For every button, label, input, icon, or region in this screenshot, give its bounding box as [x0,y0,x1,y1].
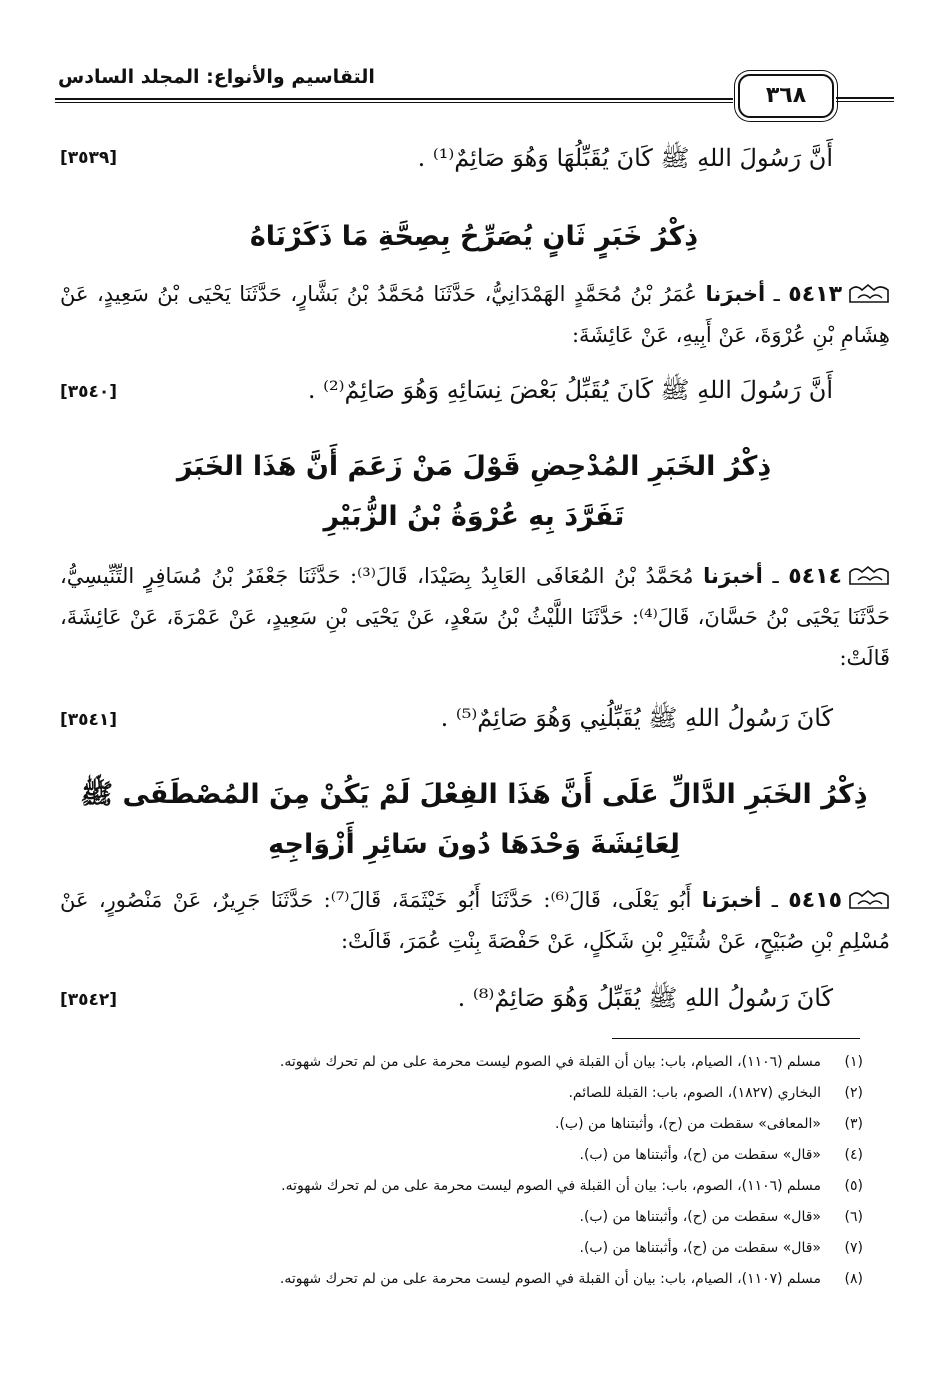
akhbarana-word: أخبرَنا [701,888,762,912]
isnad-paragraph: ٥٤١٤ ـ أخبرَنا مُحَمَّدُ بْنُ المُعَافَى العَابِدُ بِصَيْدَا، قَالَ⁽³⁾: حَدَّثَنَا جَعْفَرُ بْنُ مُسَافِرٍ التِّنِّيسِيُّ، حَدَّثَنَا يَحْيَى بْنُ حَسَّانَ، قَالَ⁽⁴⁾: حَدَّثَنَا اللَّيْثُ بْنُ سَعْدٍ، عَنْ يَحْيَى بْنِ سَعِيدٍ، عَنْ عَمْرَةَ، عَنْ عَائِشَةَ، قَالَتْ: [60,564,890,670]
footnote-number: (٢) [844,1085,863,1101]
footnote [63,1145,863,1165]
isnad-text: أَبُو يَعْلَى، قَالَ⁽⁶⁾: حَدَّثَنَا أَبُو خَيْثَمَةَ، قَالَ⁽⁷⁾: حَدَّثَنَا جَرِيرٌ، عَنْ مَنْصُورٍ، عَنْ مُسْلِمِ بْنِ صُبَيْحٍ، عَنْ شُتَيْرِ بْنِ شَكَلٍ، عَنْ حَفْصَةَ بِنْتِ عُمَرَ، قَالَتْ: [60,888,890,953]
chapter-heading [70,212,878,262]
heading-line: لِعَائِشَةَ وَحْدَهَا دُونَ سَائِرِ أَزْوَاجِهِ [268,829,680,860]
footnote-text: مسلم (١١٠٦)، الصيام، باب: بيان أن القبلة في الصوم ليست محرمة على من لم تحرك شهوته. [279,1054,821,1070]
footnote-number: (٤) [844,1147,863,1163]
footnote-text: مسلم (١١٠٦)، الصوم، باب: بيان أن القبلة في الصوم ليست محرمة على من لم تحرك شهوته. [281,1178,821,1194]
footnote [63,1083,863,1103]
isnad-text: عُمَرُ بْنُ مُحَمَّدٍ الهَمْدَانِيُّ، حَدَّثَنَا مُحَمَّدُ بْنُ بَشَّارٍ، حَدَّثَنَا يَحْيَى بْنُ سَعِيدٍ، عَنْ هِشَامِ بْنِ عُرْوَةَ، عَنْ أَبِيهِ، عَنْ عَائِشَةَ: [60,282,890,347]
matn-text: أَنَّ رَسُولَ اللهِ ﷺ كَانَ يُقَبِّلُ بَعْضَ نِسَائِهِ وَهُوَ صَائِمٌ⁽²⁾ . [307,376,833,404]
header-rule [55,98,733,103]
hadith-number: ٥٤١٥ [788,888,843,913]
heading-line: ذِكْرُ خَبَرٍ ثَانٍ يُصَرِّحُ بِصِحَّةِ مَا ذَكَرْنَاهُ [249,221,699,252]
hadith-ornament-icon [848,888,890,910]
hadith-number: ٥٤١٤ [788,564,842,589]
footnote [63,1238,863,1258]
footnote [63,1052,863,1072]
isnad-paragraph: ٥٤١٥ ـ أخبرَنا أَبُو يَعْلَى، قَالَ⁽⁶⁾: حَدَّثَنَا أَبُو خَيْثَمَةَ، قَالَ⁽⁷⁾: حَدَّثَنَا جَرِيرٌ، عَنْ مَنْصُورٍ، عَنْ مُسْلِمِ بْنِ صُبَيْحٍ، عَنْ شُتَيْرِ بْنِ شَكَلٍ، عَنْ حَفْصَةَ بِنْتِ عُمَرَ، قَالَتْ: [60,888,890,953]
page-number: ٣٦٨ [765,83,807,108]
footnote [63,1207,863,1227]
chapter-heading [70,442,878,542]
akhbarana-word: أخبرَنا [703,564,763,588]
footnote-text: «قال» سقطت من (ح)، وأثبتناها من (ب). [579,1240,821,1256]
running-header-title: التقاسيم والأنواع: المجلد السادس [58,66,375,88]
footnote-rule [612,1038,860,1039]
hadith-reference: [٣٥٣٩] [60,148,118,168]
footnote-text: «قال» سقطت من (ح)، وأثبتناها من (ب). [579,1209,821,1225]
header-rule-right [836,97,894,102]
heading-line: ذِكْرُ الخَبَرِ المُدْحِضِ قَوْلَ مَنْ زَعَمَ أَنَّ هَذَا الخَبَرَ [176,451,772,482]
footnote-number: (٦) [844,1209,863,1225]
footnote-text: «المعافى» سقطت من (ح)، وأثبتناها من (ب). [555,1116,821,1132]
footnote-text: مسلم (١١٠٧)، الصيام، باب: بيان أن القبلة في الصوم ليست محرمة على من لم تحرك شهوته. [279,1271,821,1287]
isnad-text: مُحَمَّدُ بْنُ المُعَافَى العَابِدُ بِصَيْدَا، قَالَ⁽³⁾: حَدَّثَنَا جَعْفَرُ بْنُ مُسَافِرٍ التِّنِّيسِيُّ، حَدَّثَنَا يَحْيَى بْنُ حَسَّانَ، قَالَ⁽⁴⁾: حَدَّثَنَا اللَّيْثُ بْنُ سَعْدٍ، عَنْ يَحْيَى بْنِ سَعِيدٍ، عَنْ عَمْرَةَ، عَنْ عَائِشَةَ، قَالَتْ: [60,564,890,670]
matn-text: أَنَّ رَسُولَ اللهِ ﷺ كَانَ يُقَبِّلُهَا وَهُوَ صَائِمٌ⁽¹⁾ . [417,144,833,172]
hadith-reference: [٣٥٤١] [60,710,118,730]
footnote [63,1114,863,1134]
footnote-number: (٣) [844,1116,863,1132]
chapter-heading [70,770,878,870]
hadith-number: ٥٤١٣ [788,282,842,307]
footnote-text: «قال» سقطت من (ح)، وأثبتناها من (ب). [579,1147,821,1163]
footnote-text: البخاري (١٨٢٧)، الصوم، باب: القبلة للصائم. [568,1085,821,1101]
hadith-ornament-icon [848,282,890,304]
footnote-number: (٨) [844,1271,863,1287]
isnad-paragraph: ٥٤١٣ ـ أخبرَنا عُمَرُ بْنُ مُحَمَّدٍ الهَمْدَانِيُّ، حَدَّثَنَا مُحَمَّدُ بْنُ بَشَّارٍ، حَدَّثَنَا يَحْيَى بْنُ سَعِيدٍ، عَنْ هِشَامِ بْنِ عُرْوَةَ، عَنْ أَبِيهِ، عَنْ عَائِشَةَ: [60,282,890,347]
heading-line: ذِكْرُ الخَبَرِ الدَّالِّ عَلَى أَنَّ هَذَا الفِعْلَ لَمْ يَكُنْ مِنَ المُصْطَفَى ﷺ [80,779,868,810]
page-number-frame [738,74,834,118]
matn-text: كَانَ رَسُولُ اللهِ ﷺ يُقَبِّلُنِي وَهُوَ صَائِمٌ⁽⁵⁾ . [440,704,833,732]
footnote-number: (٥) [844,1178,863,1194]
footnote [63,1176,863,1196]
hadith-ornament-icon [848,564,890,586]
hadith-reference: [٣٥٤٢] [60,990,118,1010]
footnote-number: (٧) [844,1240,863,1256]
hadith-reference: [٣٥٤٠] [60,382,118,402]
footnote [63,1269,863,1289]
footnote-number: (١) [844,1054,863,1070]
heading-line: تَفَرَّدَ بِهِ عُرْوَةُ بْنُ الزُّبَيْرِ [323,501,625,532]
matn-text: كَانَ رَسُولُ اللهِ ﷺ يُقَبِّلُ وَهُوَ صَائِمٌ⁽⁸⁾ . [457,984,833,1012]
akhbarana-word: أخبرَنا [705,282,766,306]
